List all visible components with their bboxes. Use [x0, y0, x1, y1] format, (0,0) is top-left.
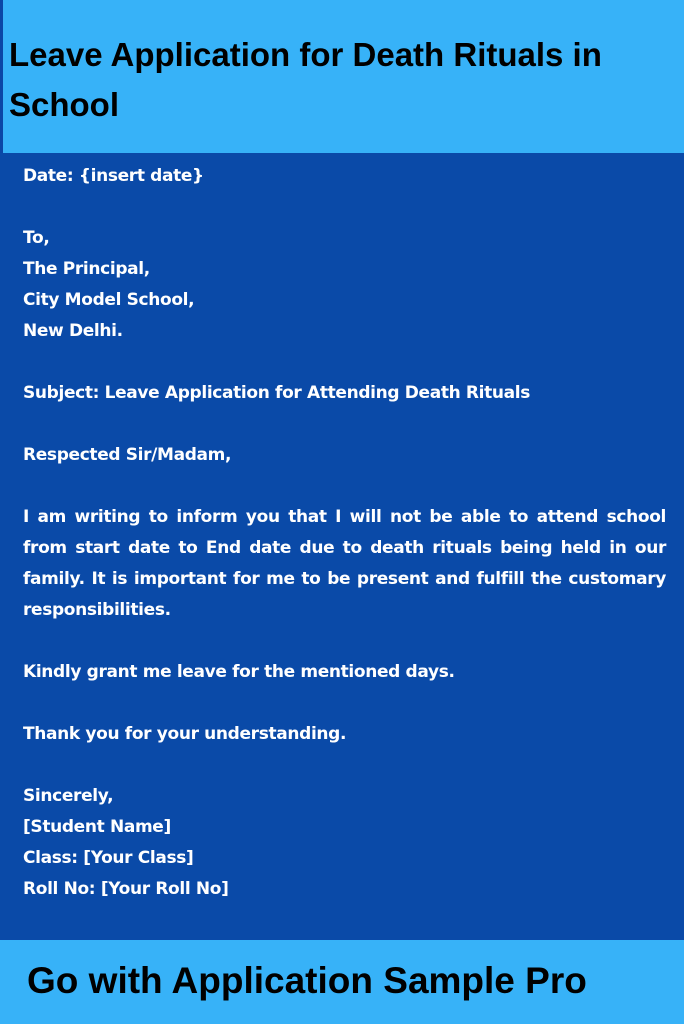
- student-name: [Student Name]: [23, 817, 171, 837]
- letter-request: Kindly grant me leave for the mentioned days.: [23, 662, 455, 682]
- title-banner: [0, 0, 684, 153]
- recipient-block: [23, 223, 666, 347]
- student-roll: Roll No: [Your Roll No]: [23, 879, 229, 899]
- letter-to: To,: [23, 228, 50, 248]
- footer-banner: [0, 940, 684, 1024]
- letter-salutation: Respected Sir/Madam,: [23, 445, 232, 465]
- page-title: Leave Application for Death Rituals in School: [9, 36, 602, 123]
- recipient-city: New Delhi.: [23, 321, 123, 341]
- letter-content: [23, 161, 666, 905]
- footer-text: Go with Application Sample Pro: [27, 960, 587, 1001]
- signature-block: [23, 781, 666, 905]
- letter-date: Date: {insert date}: [23, 166, 204, 186]
- letter-panel: [0, 153, 684, 940]
- recipient-school: City Model School,: [23, 290, 195, 310]
- letter-body: I am writing to inform you that I will not be able to attend school from start date to End date due to death rituals being held in our family. It is important for me to be present and fulfill the customary responsibilities.: [23, 507, 666, 620]
- letter-thanks: Thank you for your understanding.: [23, 724, 347, 744]
- letter-subject: Subject: Leave Application for Attending Death Rituals: [23, 383, 531, 403]
- recipient-title: The Principal,: [23, 259, 150, 279]
- letter-closing: Sincerely,: [23, 786, 114, 806]
- student-class: Class: [Your Class]: [23, 848, 194, 868]
